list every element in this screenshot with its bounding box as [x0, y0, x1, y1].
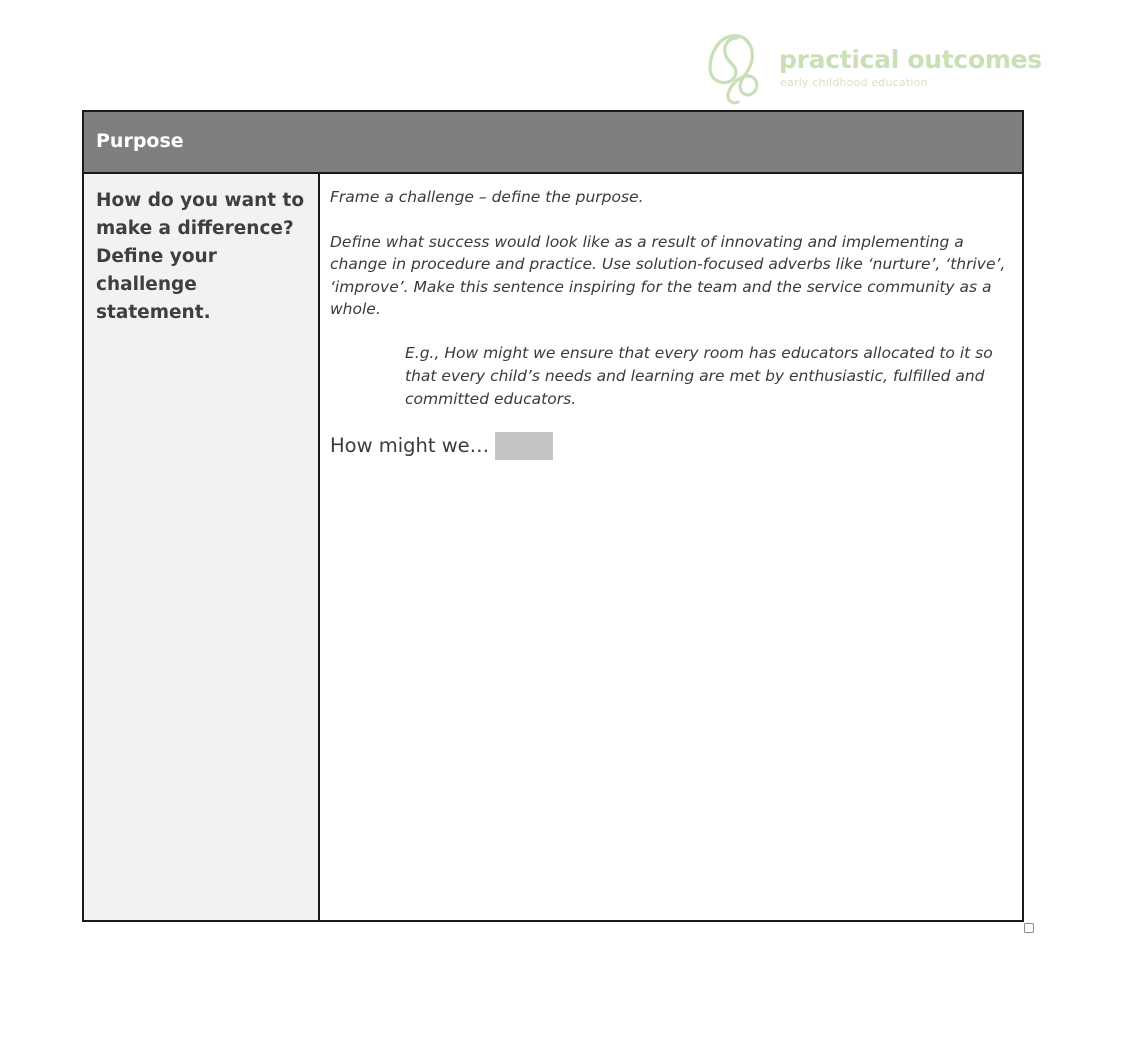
instruction-frame: Frame a challenge – define the purpose. — [330, 188, 644, 206]
logo-mark-icon — [706, 32, 768, 106]
practical-outcomes-logo — [706, 32, 1042, 106]
question-label: How do you want to make a difference? Define your challenge statement. — [96, 190, 305, 323]
logo-tagline: early childhood education — [780, 76, 928, 89]
table-resize-handle[interactable] — [1024, 923, 1034, 933]
prompt-line — [330, 431, 1014, 461]
prompt-text: How might we… — [330, 434, 490, 457]
purpose-table — [82, 110, 1024, 922]
logo-name: practical outcomes — [779, 45, 1042, 74]
table-header — [84, 112, 1022, 174]
response-cell[interactable] — [320, 174, 1022, 920]
example-text: E.g., How might we ensure that every room has educators allocated to it so that every child’s needs and learning are met by enthusiastic, fulfilled and committed educators. — [405, 343, 993, 408]
section-title: Purpose — [96, 130, 184, 152]
challenge-input-field[interactable] — [495, 432, 553, 460]
question-cell — [84, 174, 320, 920]
instruction-success: Define what success would look like as a result of innovating and implementing a change in procedure and practice. Use solution-focused adverbs like ‘nurture’, ‘thrive’, ‘improve’. Make this sentence inspiring for the team and the service community as a whole. — [330, 232, 1006, 318]
